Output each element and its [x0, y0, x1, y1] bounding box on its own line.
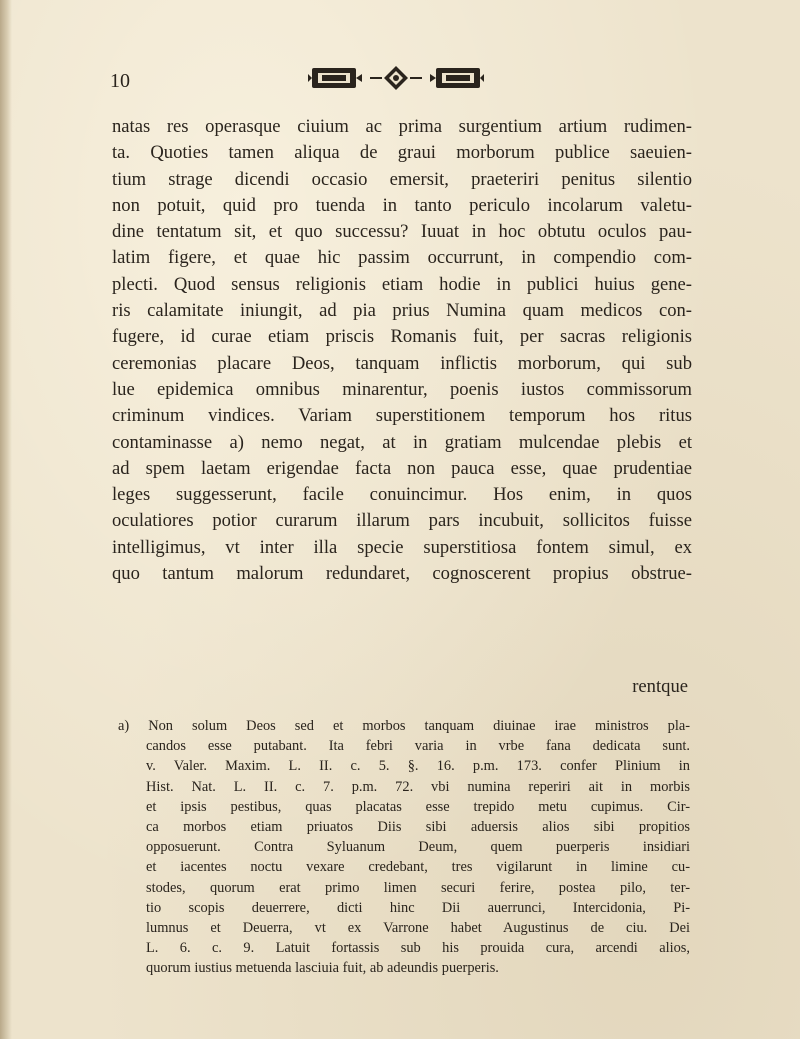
footnote-line: a) Non solum Deos sed et morbos tanquam diuinae irae ministros pla- [118, 718, 690, 734]
text-line: fugere, id curae etiam priscis Romanis fuit, per sacras religionis [112, 326, 692, 348]
page-binding-edge [0, 0, 12, 1039]
footnote-line: tio scopis deuerrere, dicti hinc Dii auerrunci, Intercidonia, Pi- [146, 899, 690, 916]
text-line: natas res operasque ciuium ac prima surgentium artium rudimen- [112, 116, 692, 137]
footnote-line: stodes, quorum erat primo limen securi ferire, postea pilo, ter- [146, 879, 690, 896]
text-line: ad spem laetam erigendae facta non pauca esse, quae prudentiae [112, 457, 692, 479]
text-line: latim figere, et quae hic passim occurrunt, in compendio com- [112, 247, 692, 269]
text-line: criminum vindices. Variam superstitionem temporum hos ritus [112, 405, 692, 427]
footnote-line: lumnus et Deuerra, vt ex Varrone habet Augustinus de ciu. Dei [146, 919, 690, 936]
footnote-line: ca morbos etiam priuatos Diis sibi aduersis alios sibi propitios [146, 818, 690, 835]
footnote-line: et ipsis pestibus, quas placatas esse trepido metu cupimus. Cir- [146, 798, 690, 815]
main-text-block [112, 114, 692, 587]
footnote-block [118, 716, 690, 978]
catchword: rentque [632, 676, 688, 697]
text-line: intelligimus, vt inter illa specie superstitiosa fontem simul, ex [112, 536, 692, 558]
footnote-line: v. Valer. Maxim. L. II. c. 5. §. 16. p.m. 173. confer Plinium in [146, 758, 690, 775]
page-number: 10 [110, 70, 130, 92]
footnote-line: opposuerunt. Contra Syluanum Deum, quem puerperis insidiari [146, 839, 690, 856]
text-line: ris calamitate iniungit, ad pia prius Numina quam medicos con- [112, 300, 692, 322]
footnote-line: quorum iustius metuenda lasciuia fuit, ab adeundis puerperis. [146, 960, 499, 977]
fleuron-ornament-icon [308, 64, 484, 92]
text-line: tium strage dicendi occasio emersit, praeteriri penitus silentio [112, 168, 692, 190]
footnote-line: candos esse putabant. Ita febri varia in vrbe fana dedicata sunt. [146, 738, 690, 755]
text-line: plecti. Quod sensus religionis etiam hodie in publici huius gene- [112, 273, 692, 295]
text-line: leges suggesserunt, facile conuincimur. Hos enim, in quos [112, 484, 692, 506]
text-line: non potuit, quid pro tuenda in tanto periculo incolarum valetu- [112, 194, 692, 216]
text-line: contaminasse a) nemo negat, at in gratiam mulcendae plebis et [112, 431, 692, 453]
text-line: lue epidemica omnibus minarentur, poenis iustos commissorum [112, 378, 692, 400]
text-line: quo tantum malorum redundaret, cognoscerent propius obstrue- [112, 563, 692, 585]
text-line: dine tentatum sit, et quo successu? Iuuat in hoc obtutu oculos pau- [112, 221, 692, 243]
text-line: oculatiores potior curarum illarum pars incubuit, sollicitos fuisse [112, 510, 692, 532]
footnote-line: et iacentes noctu vexare credebant, tres vigilarunt in limine cu- [146, 859, 690, 876]
footnote-line: Hist. Nat. L. II. c. 7. p.m. 72. vbi numina reperiri ait in morbis [146, 778, 690, 795]
text-line: ta. Quoties tamen aliqua de graui morborum publice saeuien- [112, 142, 692, 164]
text-line: ceremonias placare Deos, tanquam inflictis morborum, qui sub [112, 352, 692, 374]
footnote-line: L. 6. c. 9. Latuit fortassis sub his prouida cura, arcendi alios, [146, 940, 690, 957]
